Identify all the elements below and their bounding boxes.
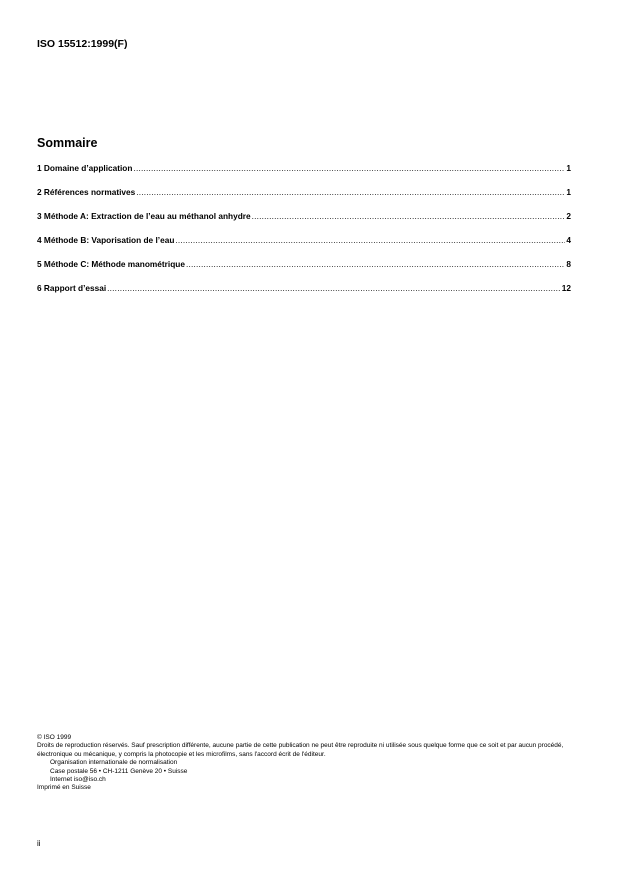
- toc-entry-label: 6 Rapport d’essai: [37, 283, 107, 293]
- internet-contact: Internet iso@iso.ch: [50, 776, 106, 784]
- toc-entry-page: 1: [566, 163, 571, 173]
- page-number: ii: [37, 839, 41, 848]
- toc-entry[interactable]: [37, 187, 571, 211]
- printed-in: Imprimé en Suisse: [37, 784, 91, 792]
- rights-notice: Droits de reproduction réservés. Sauf prescription différente, aucune partie de cette publication ne peut être reproduite ni utilisée sous quelque forme que ce soit et par aucun procédé, électronique ou mécanique, y compris la photocopie et les microfilms, sans l'accord écrit de l'éditeur.: [37, 742, 564, 758]
- document-id: ISO 15512:1999(F): [37, 38, 128, 50]
- toc-entry[interactable]: [37, 235, 571, 259]
- toc-entry-page: 4: [566, 235, 571, 245]
- postal-address: Case postale 56 • CH-1211 Genève 20 • Suisse: [50, 767, 188, 775]
- organization-name: Organisation internationale de normalisation: [50, 759, 178, 767]
- toc-entry-page: 2: [566, 211, 571, 221]
- copyright-line: © ISO 1999: [37, 734, 72, 741]
- toc-dot-leader: [136, 187, 565, 197]
- toc-entry-label: 3 Méthode A: Extraction de l’eau au méthanol anhydre: [37, 211, 251, 221]
- toc-entry-label: 2 Références normatives: [37, 187, 136, 197]
- toc-entry[interactable]: [37, 259, 571, 283]
- toc-dot-leader: [252, 211, 566, 221]
- toc-dot-leader: [186, 259, 565, 269]
- toc-entry-page: 12: [561, 283, 571, 293]
- toc-title: Sommaire: [37, 136, 98, 150]
- toc-entry-label: 4 Méthode B: Vaporisation de l’eau: [37, 235, 175, 245]
- toc-entry-page: 1: [566, 187, 571, 197]
- toc-entry-label: 1 Domaine d’application: [37, 163, 133, 173]
- toc-entry[interactable]: [37, 211, 571, 235]
- toc-dot-leader: [175, 235, 565, 245]
- toc-dot-leader: [107, 283, 561, 293]
- table-of-contents: [37, 163, 571, 307]
- toc-entry-page: 8: [566, 259, 571, 269]
- copyright-footer: [37, 734, 582, 793]
- toc-dot-leader: [133, 163, 565, 173]
- toc-entry-label: 5 Méthode C: Méthode manométrique: [37, 259, 185, 269]
- toc-entry[interactable]: [37, 283, 571, 307]
- toc-entry[interactable]: [37, 163, 571, 187]
